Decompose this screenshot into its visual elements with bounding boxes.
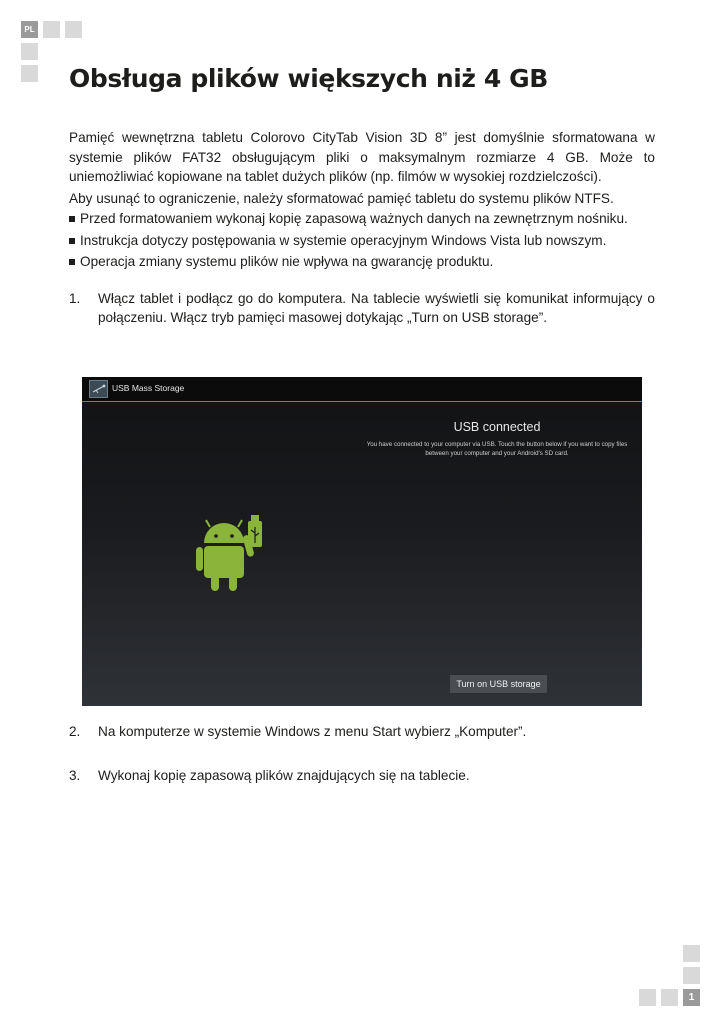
tablet-screenshot: [82, 377, 642, 706]
step-text: Włącz tablet i podłącz go do komputera. Na tablecie wyświetli się komunikat informujący o połączeniu. Włącz tryb pamięci masowej dotykając „Turn on USB storage”.: [98, 290, 655, 325]
step-item: [69, 722, 655, 742]
usb-app-icon: [89, 380, 108, 398]
bullet-item: [69, 252, 655, 272]
steps-continued: [69, 722, 655, 785]
turn-on-usb-storage-button[interactable]: Turn on USB storage: [450, 675, 547, 693]
decor-square: [639, 989, 656, 1006]
bullet-square-icon: [69, 238, 75, 244]
page-title: Obsługa plików większych niż 4 GB: [69, 64, 548, 93]
step-item: [69, 766, 655, 786]
intro-paragraph: Pamięć wewnętrzna tabletu Colorovo CityTab Vision 3D 8” jest domyślnie sformatowana w systemie plików FAT32 obsługującym pliki o maksymalnym rozmiarze 4 GB. Może to uniemożliwiać kopiowane na tablet dużych plików (np. filmów w wysokiej rozdzielczości).: [69, 130, 655, 184]
decor-square: [683, 945, 700, 962]
step-number: 1.: [69, 290, 81, 306]
bullet-square-icon: [69, 259, 75, 265]
usb-connected-heading: USB connected: [453, 420, 541, 434]
decor-square: [65, 21, 82, 38]
usb-trident-icon: [90, 381, 107, 397]
bullet-item: [69, 231, 655, 251]
page-number-label: 1: [688, 992, 695, 1003]
main-content: [69, 128, 655, 328]
decor-square: [21, 43, 38, 60]
usb-connected-description: You have connected to your computer via USB. Touch the button below if you want to copy files between your computer and your Android's SD card.: [366, 441, 628, 457]
bullet-square-icon: [69, 216, 75, 222]
step-text: Wykonaj kopię zapasową plików znajdujących się na tablecie.: [98, 767, 470, 783]
bullet-item: [69, 209, 655, 229]
step-number: 2.: [69, 724, 81, 739]
page-number: [683, 989, 700, 1006]
decor-square: [43, 21, 60, 38]
decor-square: [21, 65, 38, 82]
bullet-text: Operacja zmiany systemu plików nie wpływa na gwarancję produktu.: [80, 254, 494, 269]
language-badge: [21, 21, 38, 38]
decor-square: [683, 967, 700, 984]
step-number: 3.: [69, 767, 81, 783]
language-badge-label: PL: [24, 25, 35, 34]
bullet-text: Instrukcja dotyczy postępowania w systemie operacyjnym Windows Vista lub nowszym.: [80, 232, 607, 248]
step-item: [69, 289, 655, 328]
decor-square: [661, 989, 678, 1006]
action-bar: [82, 377, 642, 402]
ntfs-paragraph: Aby usunąć to ograniczenie, należy sformatować pamięć tabletu do systemu plików NTFS.: [69, 190, 614, 206]
action-bar-title: USB Mass Storage: [112, 383, 185, 393]
bullet-text: Przed formatowaniem wykonaj kopię zapasową ważnych danych na zewnętrznym nośniku.: [80, 211, 628, 226]
android-usb-icon: [196, 513, 268, 595]
step-text: Na komputerze w systemie Windows z menu Start wybierz „Komputer”.: [98, 724, 527, 739]
